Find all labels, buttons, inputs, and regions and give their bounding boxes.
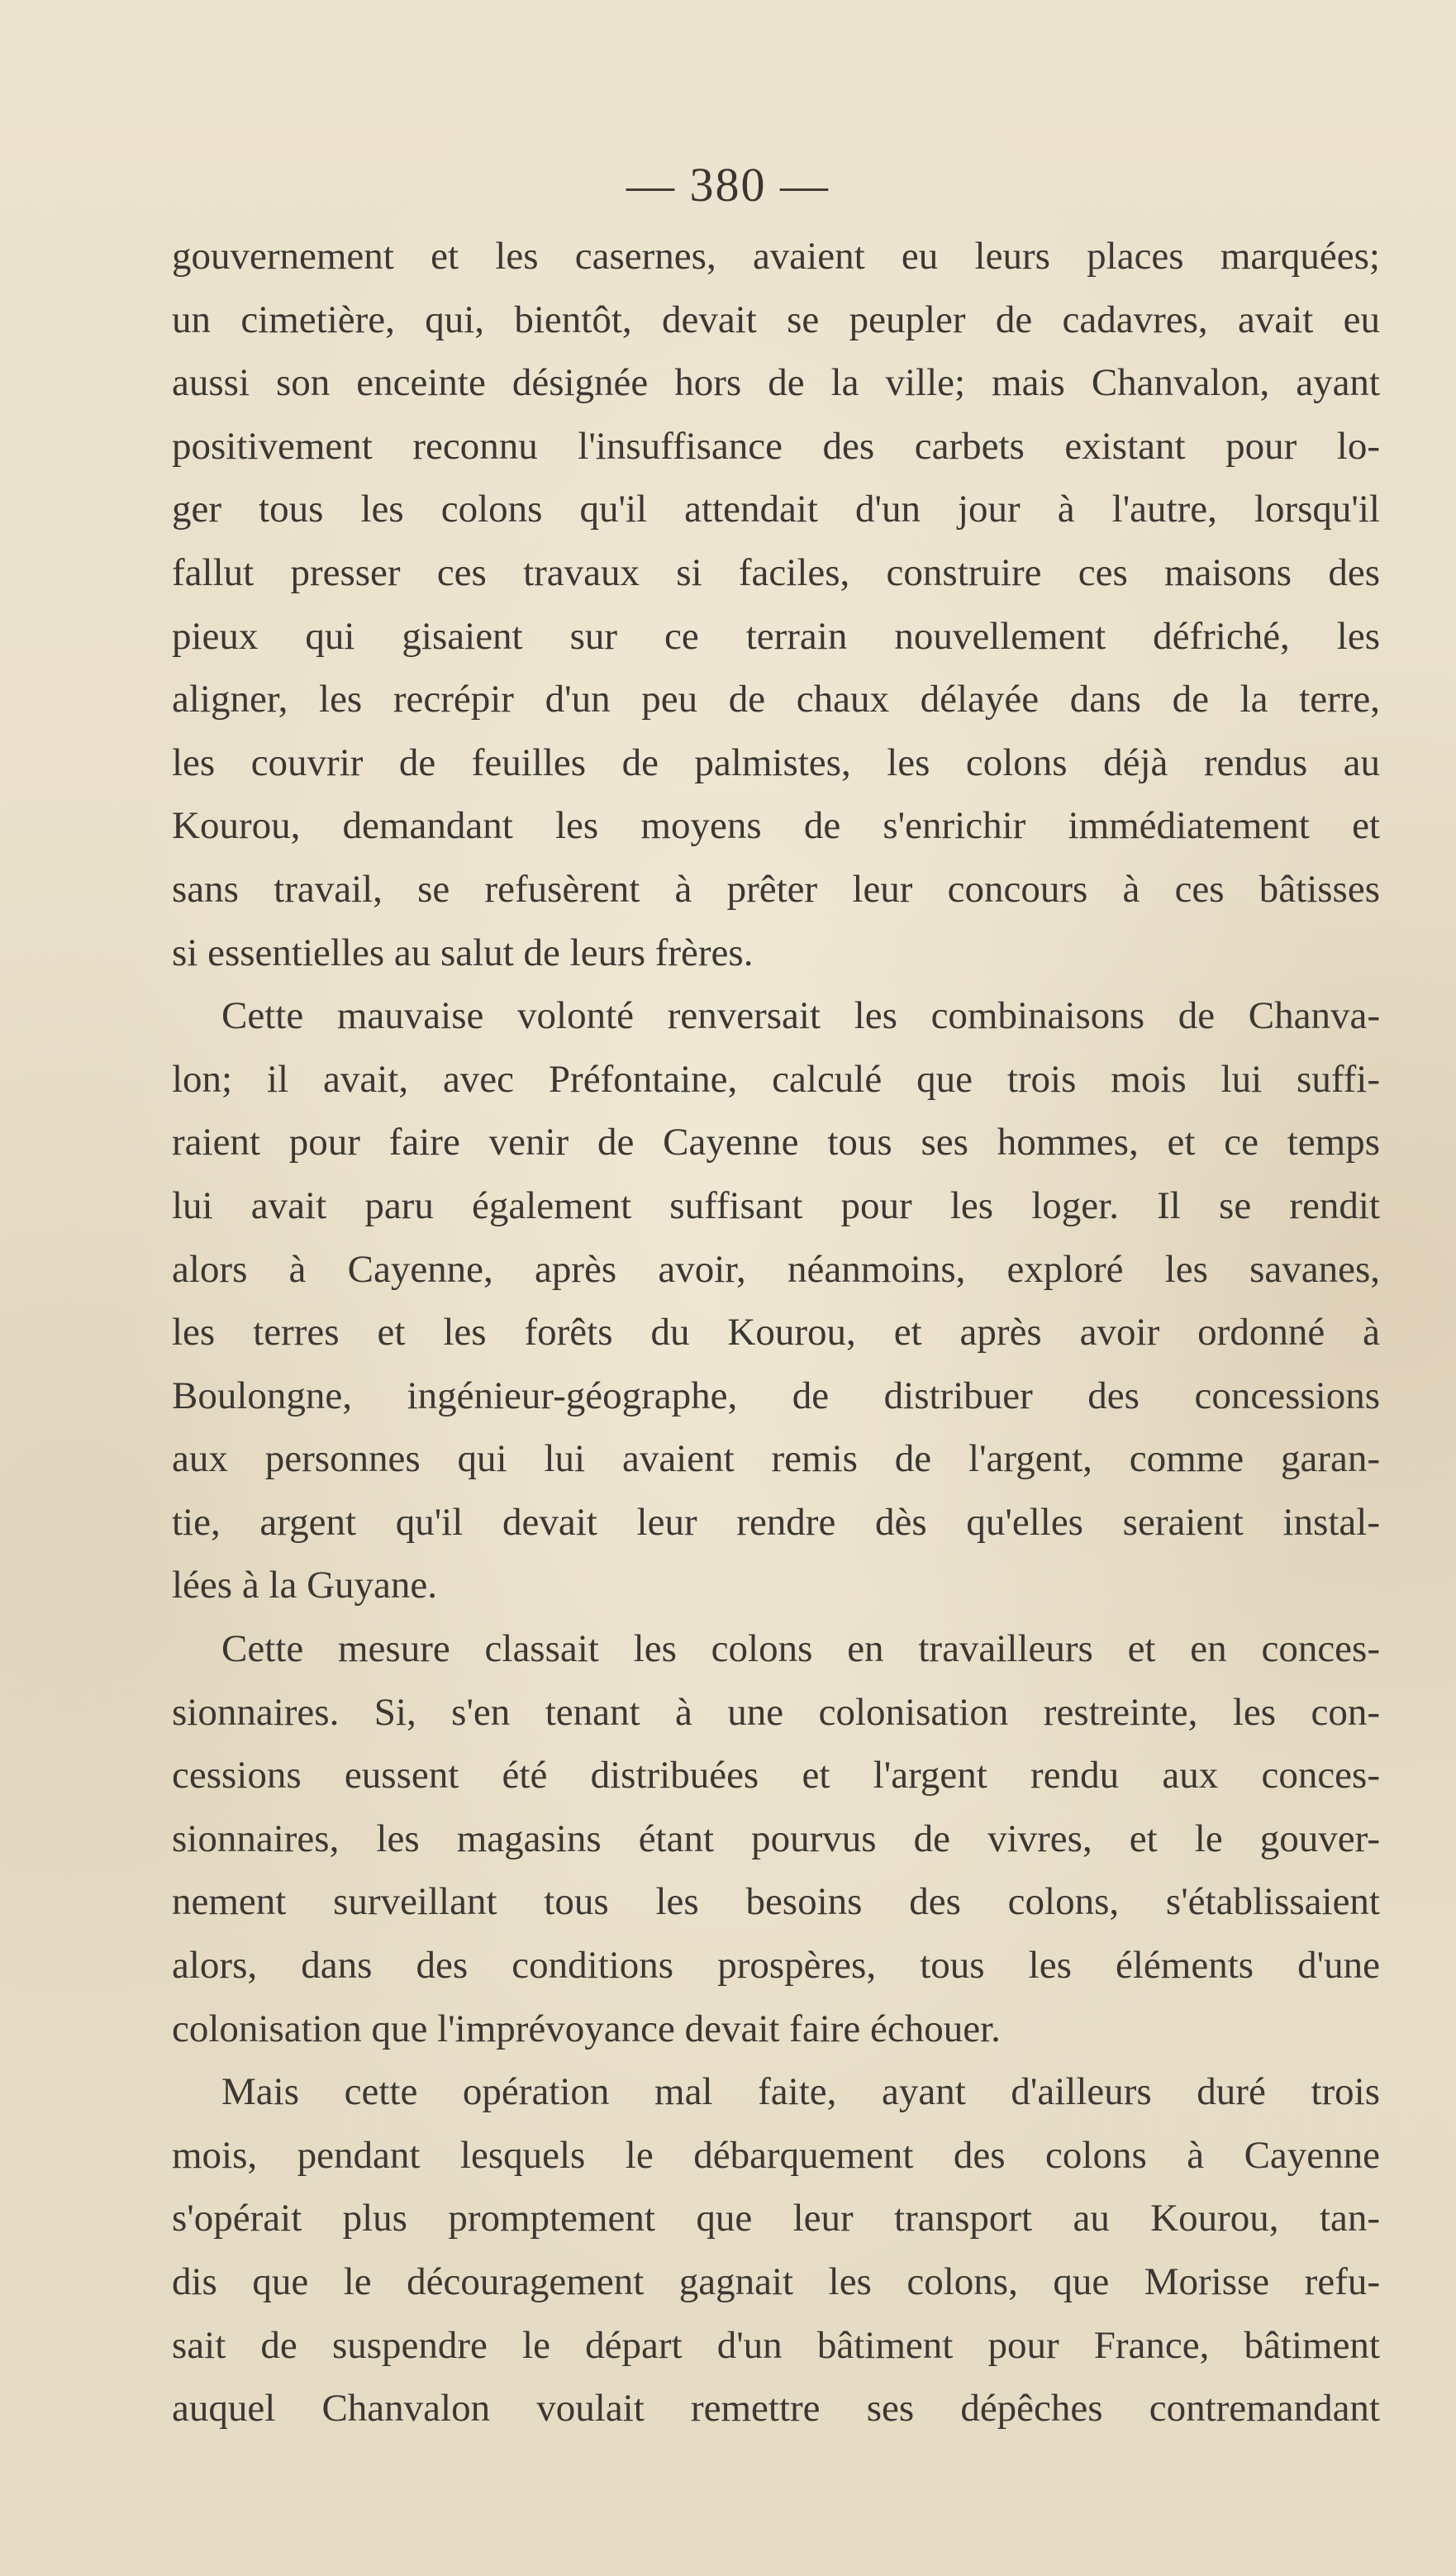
text-line: Cette mesure classait les colons en travailleurs et en conces- (221, 1627, 1380, 1671)
text-line: un cimetière, qui, bientôt, devait se peupler de cadavres, avait eu (172, 298, 1380, 341)
text-line: aligner, les recrépir d'un peu de chaux délayée dans de la terre, (172, 678, 1380, 721)
text-line: aux personnes qui lui avaient remis de l'argent, comme garan- (172, 1437, 1380, 1481)
text-line: sans travail, se refusèrent à prêter leur concours à ces bâtisses (172, 867, 1380, 911)
text-line: lui avait paru également suffisant pour les loger. Il se rendit (172, 1183, 1380, 1227)
text-line: cessions eussent été distribuées et l'argent rendu aux conces- (172, 1754, 1380, 1797)
body-text (172, 225, 1380, 2440)
text-line: auquel Chanvalon voulait remettre ses dépêches contremandant (172, 2387, 1380, 2431)
text-line: mois, pendant lesquels le débarquement des colons à Cayenne (172, 2133, 1380, 2177)
text-line: lées à la Guyane. (172, 1564, 438, 1607)
text-line: alors à Cayenne, après avoir, néanmoins, exploré les savanes, (172, 1247, 1380, 1291)
text-line: les terres et les forêts du Kourou, et après avoir ordonné à (172, 1311, 1380, 1355)
text-line: s'opérait plus promptement que leur transport au Kourou, tan- (172, 2197, 1380, 2240)
text-line: Cette mauvaise volonté renversait les combinaisons de Chanva- (221, 994, 1380, 1038)
text-line: Mais cette opération mal faite, ayant d'ailleurs duré trois (221, 2070, 1380, 2114)
text-line: si essentielles au salut de leurs frères. (172, 931, 754, 974)
text-line: tie, argent qu'il devait leur rendre dès qu'elles seraient instal- (172, 1500, 1380, 1544)
text-line: sait de suspendre le départ d'un bâtiment pour France, bâtiment (172, 2323, 1380, 2367)
text-line: gouvernement et les casernes, avaient eu leurs places marquées; (172, 235, 1380, 278)
text-line: nement surveillant tous les besoins des colons, s'établissaient (172, 1880, 1380, 1924)
text-line: dis que le découragement gagnait les colons, que Morisse refu- (172, 2260, 1380, 2303)
text-line: pieux qui gisaient sur ce terrain nouvellement défriché, les (172, 614, 1380, 658)
text-line: sionnaires, les magasins étant pourvus de vivres, et le gouver- (172, 1817, 1380, 1860)
text-line: Boulongne, ingénieur-géographe, de distribuer des concessions (172, 1374, 1380, 1417)
text-line: aussi son enceinte désignée hors de la ville; mais Chanvalon, ayant (172, 361, 1380, 405)
text-line: sionnaires. Si, s'en tenant à une colonisation restreinte, les con- (172, 1690, 1380, 1734)
text-line: colonisation que l'imprévoyance devait faire échouer. (172, 2007, 1001, 2050)
text-line: fallut presser ces travaux si faciles, construire ces maisons des (172, 550, 1380, 594)
text-line: ger tous les colons qu'il attendait d'un jour à l'autre, lorsqu'il (172, 488, 1380, 531)
page-number: — 380 — (626, 158, 830, 212)
text-line: raient pour faire venir de Cayenne tous ses hommes, et ce temps (172, 1121, 1380, 1164)
text-line: Kourou, demandant les moyens de s'enrichir immédiatement et (172, 804, 1380, 848)
text-line: alors, dans des conditions prospères, tous les éléments d'une (172, 1944, 1380, 1988)
text-line: lon; il avait, avec Préfontaine, calculé que trois mois lui suffi- (172, 1057, 1380, 1101)
text-line: positivement reconnu l'insuffisance des carbets existant pour lo- (172, 424, 1380, 468)
text-line: les couvrir de feuilles de palmistes, les colons déjà rendus au (172, 740, 1380, 784)
